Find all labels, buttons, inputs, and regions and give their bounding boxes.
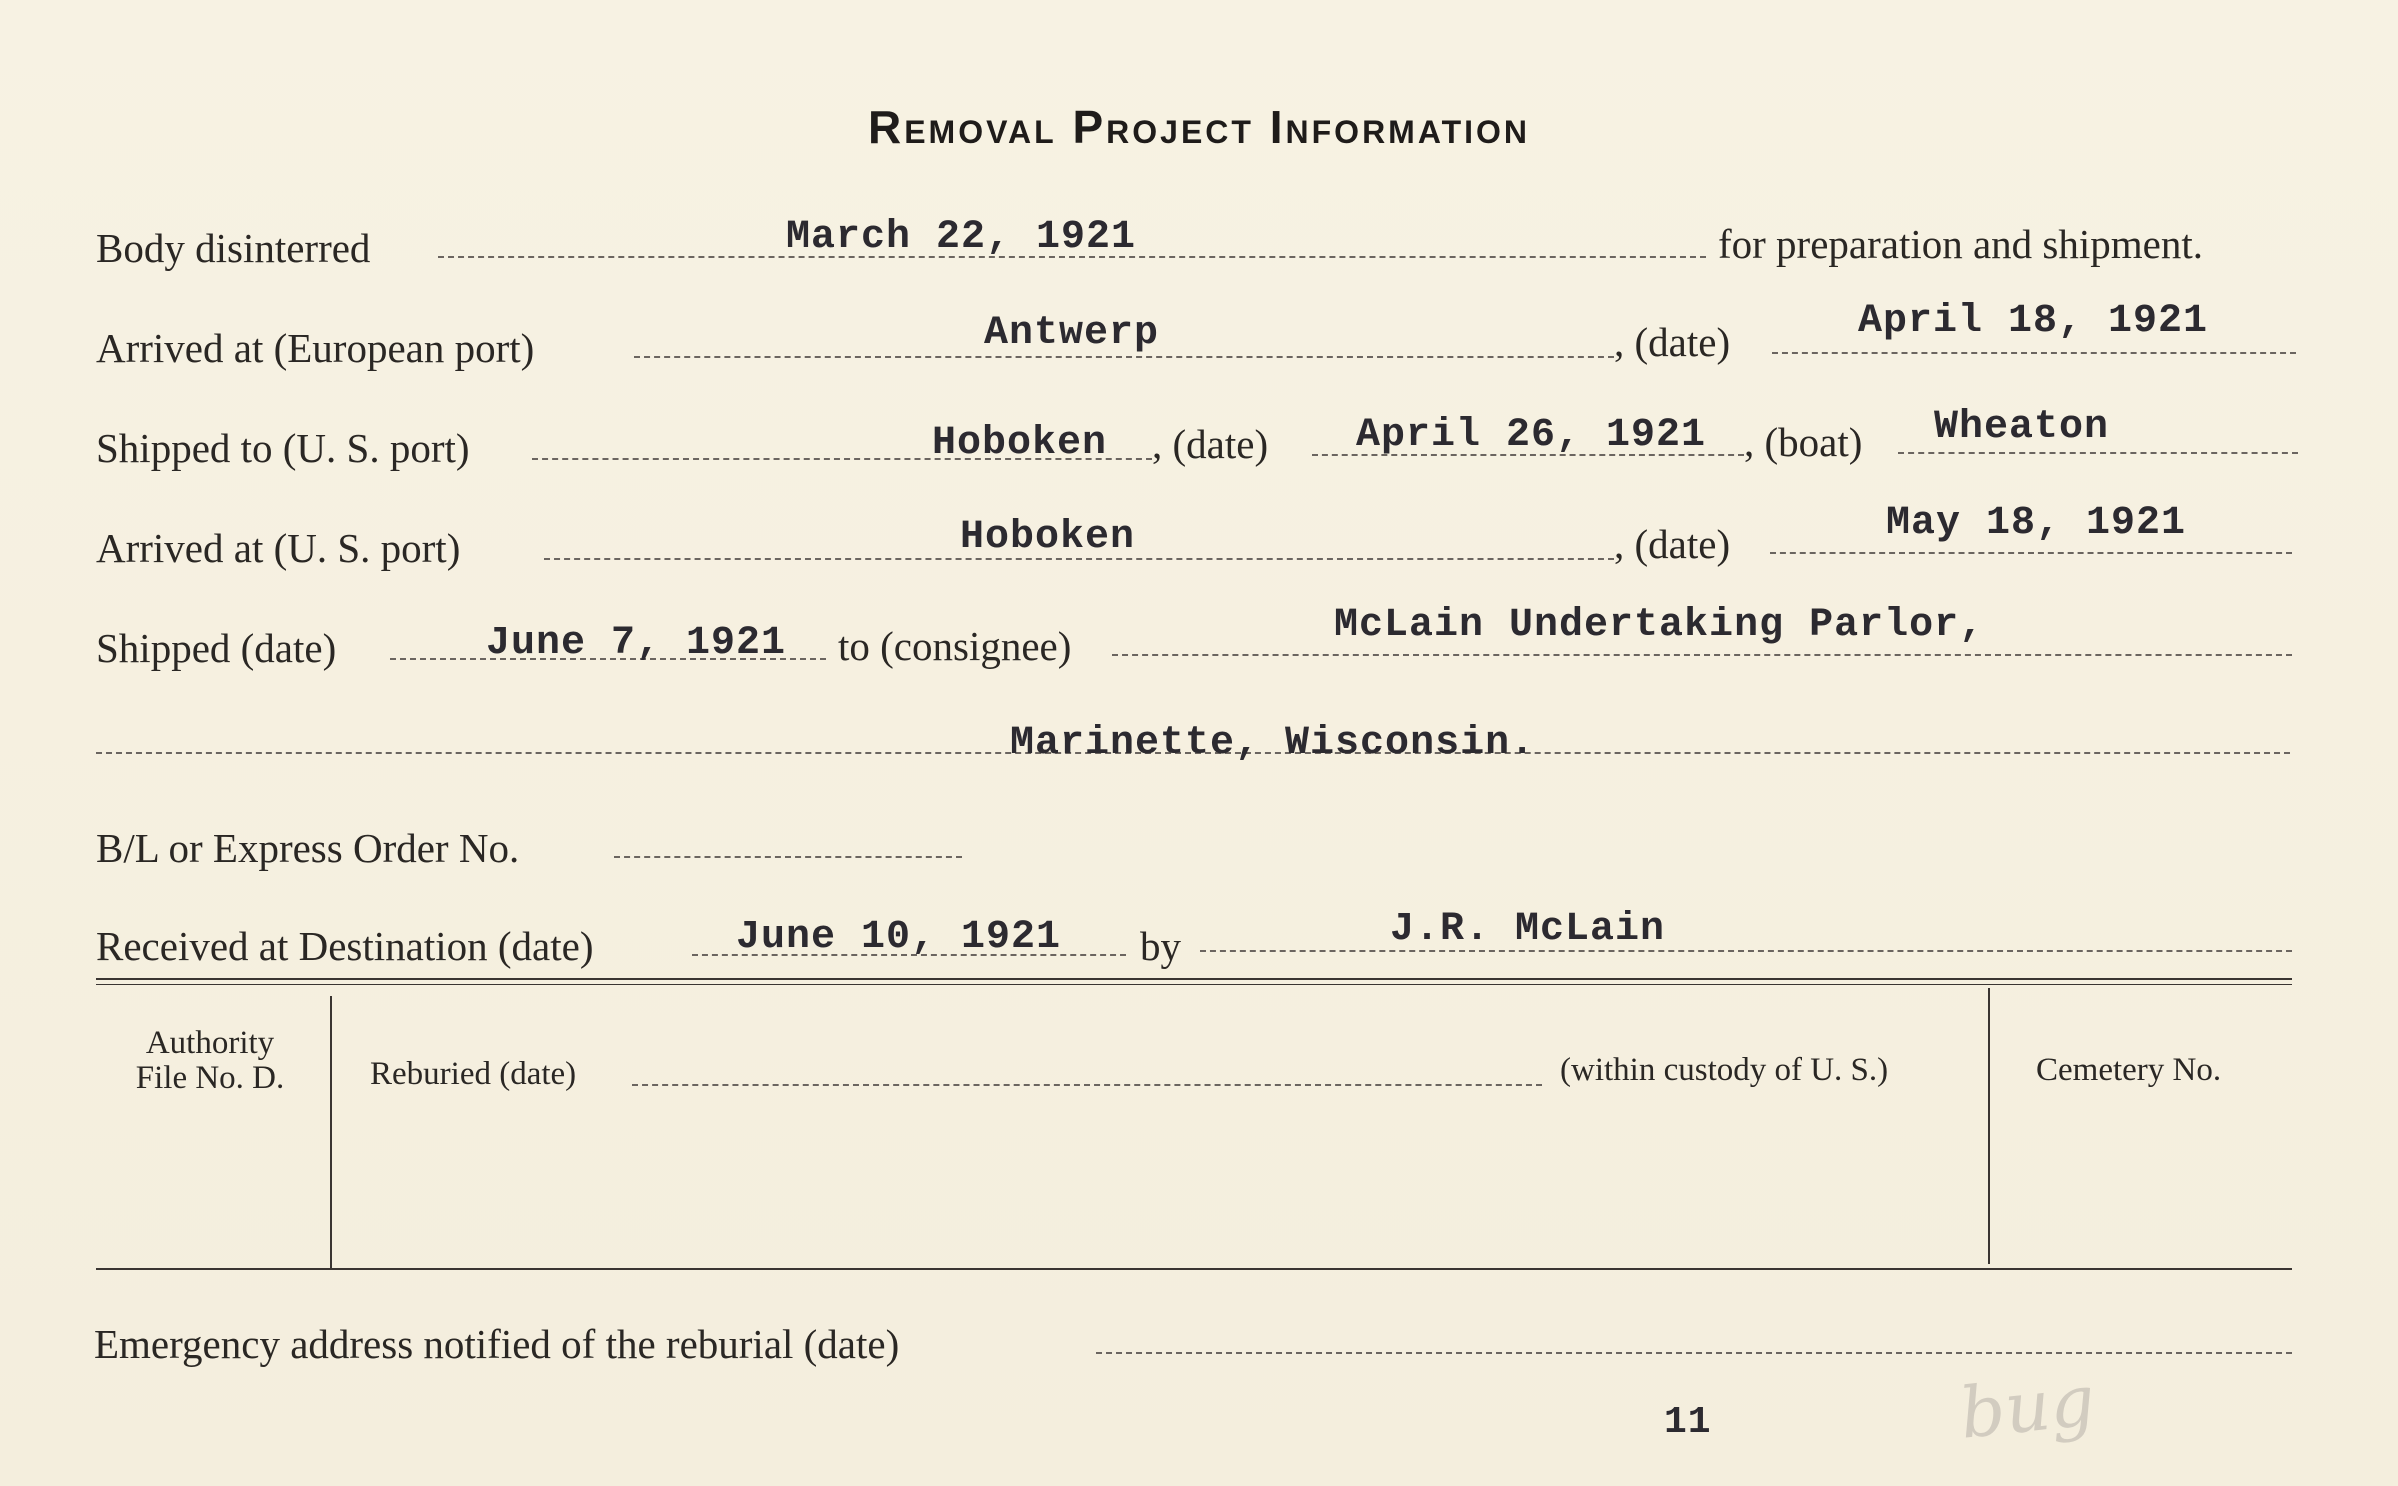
shipped-us-date: April 26, 1921 — [1356, 413, 1707, 458]
consignee-line — [1112, 654, 2292, 656]
emergency-label: Emergency address notified of the reburial (date) — [94, 1321, 900, 1367]
disinterred-label: Body disinterred — [96, 225, 371, 271]
card-number: 11 — [1664, 1401, 1712, 1444]
table-divider-1 — [330, 996, 332, 1268]
consignee-address: Marinette, Wisconsin. — [1010, 721, 1536, 766]
reburied-label: Reburied (date) — [370, 1056, 577, 1092]
arrived-europe-date-label: , (date) — [1614, 319, 1731, 365]
reburied-line — [632, 1084, 1542, 1086]
arrived-europe-line — [634, 356, 1614, 358]
arrived-us-date-line — [1770, 552, 2292, 554]
pencil-mark: bug — [1956, 1359, 2099, 1455]
bl-order-line — [614, 856, 962, 858]
shipped-date-label: Shipped (date) — [96, 625, 337, 671]
received-by-line — [1200, 950, 2292, 952]
shipped-us-port: Hoboken — [932, 421, 1108, 466]
arrived-europe-label: Arrived at (European port) — [96, 325, 535, 371]
cemetery-label: Cemetery No. — [2036, 1052, 2222, 1088]
arrived-us-port: Hoboken — [960, 515, 1136, 560]
bl-order-label: B/L or Express Order No. — [96, 825, 520, 871]
arrived-us-label: Arrived at (U. S. port) — [96, 525, 461, 571]
table-top-rule — [96, 978, 2292, 980]
arrived-europe-date: April 18, 1921 — [1858, 299, 2209, 344]
shipped-us-boat-line — [1898, 452, 2298, 454]
emergency-line — [1096, 1352, 2292, 1354]
shipped-date-value: June 7, 1921 — [486, 621, 787, 666]
disinterred-value: March 22, 1921 — [786, 215, 1137, 260]
authority-file-label: Authority File No. D. — [135, 1025, 285, 1096]
arrived-us-date-label: , (date) — [1614, 521, 1731, 567]
received-date: June 10, 1921 — [736, 915, 1062, 960]
custody-label: (within custody of U. S.) — [1560, 1052, 1889, 1088]
arrived-us-date: May 18, 1921 — [1886, 501, 2187, 546]
table-divider-2 — [1988, 988, 1990, 1264]
received-by-label: by — [1140, 923, 1181, 969]
shipped-us-boat-label: , (boat) — [1744, 419, 1863, 465]
table-bottom-rule — [96, 1268, 2292, 1270]
received-by: J.R. McLain — [1390, 907, 1666, 952]
shipped-us-label: Shipped to (U. S. port) — [96, 425, 470, 471]
arrived-europe-date-line — [1772, 352, 2296, 354]
arrived-europe-port: Antwerp — [984, 311, 1160, 356]
disinterred-suffix: for preparation and shipment. — [1718, 221, 2204, 267]
card-title: Removal Project Information — [867, 101, 1531, 153]
shipped-us-boat: Wheaton — [1934, 405, 2110, 450]
consignee-value: McLain Undertaking Parlor, — [1334, 603, 1985, 648]
received-label: Received at Destination (date) — [96, 923, 594, 969]
shipped-us-date-label: , (date) — [1152, 421, 1269, 467]
table-top-rule-2 — [96, 984, 2292, 985]
consignee-label: to (consignee) — [838, 623, 1072, 669]
